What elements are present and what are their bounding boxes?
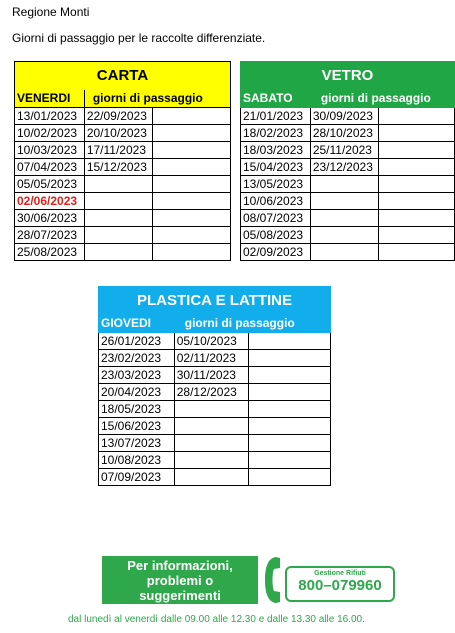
table-row [15,176,231,193]
table-row [241,227,455,244]
plastica-schedule-table [98,286,331,486]
table-row [99,418,331,435]
table-row [15,193,231,210]
date-cell: 23/12/2023 [310,159,378,176]
phone-handset-icon [262,555,284,605]
date-cell [152,108,230,125]
date-cell: 15/04/2023 [241,159,311,176]
date-cell [378,142,454,159]
date-cell [248,469,330,486]
table-row [15,159,231,176]
date-cell: 28/12/2023 [174,384,248,401]
table-row [15,108,231,125]
table-row [15,142,231,159]
table-row [99,333,331,350]
date-cell: 10/02/2023 [15,125,85,142]
date-cell: 20/10/2023 [84,125,152,142]
table-row [241,159,455,176]
date-cell [310,227,378,244]
date-cell [152,244,230,261]
phone-box [285,566,395,602]
date-cell [174,452,248,469]
date-cell: 02/06/2023 [15,193,85,210]
date-cell [310,244,378,261]
date-cell [152,176,230,193]
date-cell [378,210,454,227]
date-cell [248,350,330,367]
info-line-3: suggerimenti [139,587,221,603]
date-cell: 17/11/2023 [84,142,152,159]
date-cell: 20/04/2023 [99,384,175,401]
date-cell [378,125,454,142]
date-cell [310,176,378,193]
date-cell [248,401,330,418]
date-cell: 05/10/2023 [174,333,248,350]
date-cell: 10/06/2023 [241,193,311,210]
date-cell [378,193,454,210]
date-cell: 13/01/2023 [15,108,85,125]
date-cell: 05/08/2023 [241,227,311,244]
date-cell [84,176,152,193]
date-cell: 30/11/2023 [174,367,248,384]
date-cell [174,418,248,435]
date-cell: 26/01/2023 [99,333,175,350]
date-cell [378,176,454,193]
date-cell: 23/02/2023 [99,350,175,367]
date-cell [248,333,330,350]
plastica-day-label: GIOVEDI [99,315,175,333]
date-cell: 08/07/2023 [241,210,311,227]
date-cell: 07/04/2023 [15,159,85,176]
date-cell: 15/06/2023 [99,418,175,435]
date-cell: 22/09/2023 [84,108,152,125]
date-cell [152,193,230,210]
info-line-1: Per informazioni, [127,557,233,573]
carta-schedule-table [14,61,231,261]
date-cell: 25/08/2023 [15,244,85,261]
table-row [15,227,231,244]
table-row [241,142,455,159]
date-cell [310,210,378,227]
vetro-title: VETRO [241,62,455,90]
table-row [241,193,455,210]
date-cell [174,401,248,418]
table-row [241,108,455,125]
table-row [99,350,331,367]
date-cell [378,227,454,244]
date-cell: 13/07/2023 [99,435,175,452]
table-row [15,244,231,261]
table-row [99,384,331,401]
date-cell [248,418,330,435]
table-row [241,210,455,227]
date-cell [152,210,230,227]
carta-passage-label: giorni di passaggio [84,90,230,108]
phone-label: Gestione Rifiuti [314,570,366,577]
table-row [241,125,455,142]
plastica-title: PLASTICA E LATTINE [99,287,331,315]
date-cell: 07/09/2023 [99,469,175,486]
date-cell: 18/05/2023 [99,401,175,418]
date-cell [310,193,378,210]
date-cell: 10/08/2023 [99,452,175,469]
page-subtitle: Giorni di passaggio per le raccolte differenziate. [12,31,266,45]
date-cell [248,367,330,384]
table-row [99,367,331,384]
date-cell: 13/05/2023 [241,176,311,193]
date-cell [84,210,152,227]
date-cell: 21/01/2023 [241,108,311,125]
date-cell [378,159,454,176]
date-cell: 18/02/2023 [241,125,311,142]
date-cell: 30/09/2023 [310,108,378,125]
date-cell: 15/12/2023 [84,159,152,176]
date-cell: 28/10/2023 [310,125,378,142]
office-hours: dal lunedì al venerdì dalle 09.00 alle 12.30 e dalle 13.30 alle 16.00. [68,614,365,625]
table-row [15,125,231,142]
vetro-day-label: SABATO [241,90,311,108]
page-title: Regione Monti [12,5,90,19]
date-cell: 30/06/2023 [15,210,85,227]
plastica-passage-label: giorni di passaggio [174,315,330,333]
date-cell: 28/07/2023 [15,227,85,244]
table-row [99,401,331,418]
date-cell: 05/05/2023 [15,176,85,193]
date-cell [378,244,454,261]
date-cell [84,244,152,261]
date-cell [174,435,248,452]
date-cell [84,193,152,210]
date-cell [248,384,330,401]
table-row [99,435,331,452]
date-cell: 02/11/2023 [174,350,248,367]
table-row [241,244,455,261]
date-cell [152,125,230,142]
vetro-passage-label: giorni di passaggio [310,90,454,108]
date-cell [152,227,230,244]
date-cell [378,108,454,125]
date-cell [248,435,330,452]
date-cell [84,227,152,244]
date-cell [174,469,248,486]
date-cell: 18/03/2023 [241,142,311,159]
info-box [102,556,258,604]
date-cell [152,159,230,176]
date-cell [152,142,230,159]
date-cell: 10/03/2023 [15,142,85,159]
carta-day-label: VENERDI [15,90,85,108]
table-row [99,452,331,469]
table-row [15,210,231,227]
date-cell: 23/03/2023 [99,367,175,384]
info-line-2: problemi o [146,572,214,588]
phone-number[interactable]: 800–079960 [298,577,382,594]
date-cell: 25/11/2023 [310,142,378,159]
date-cell: 02/09/2023 [241,244,311,261]
table-row [241,176,455,193]
carta-title: CARTA [15,62,231,90]
table-row [99,469,331,486]
date-cell [248,452,330,469]
vetro-schedule-table [240,61,455,261]
